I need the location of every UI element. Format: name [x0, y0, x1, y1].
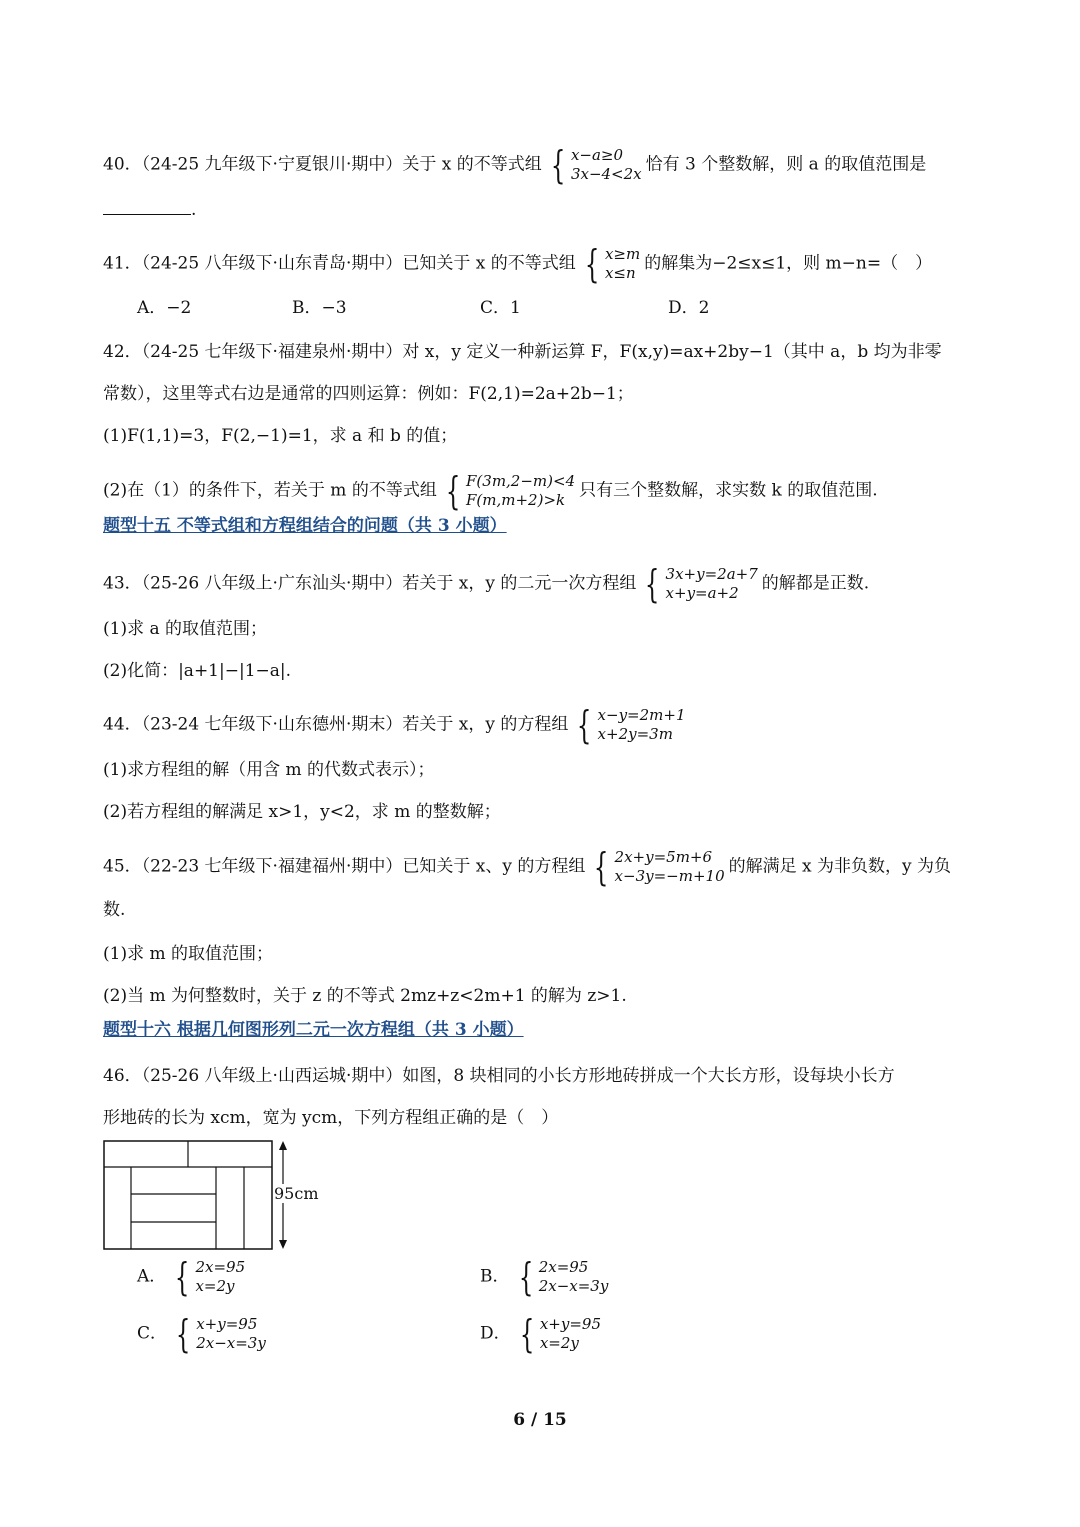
sys-row: 2x=95	[538, 1258, 589, 1276]
q42-line-2: 常数），这里等式右边是通常的四则运算：例如：F(2,1)=2a+2b−1；	[103, 384, 634, 404]
q41-sys-row-1: x≥m	[604, 245, 641, 263]
q44-line-1a: 44．（23-24 七年级下·山东德州·期末）若关于 x，y 的方程组	[103, 714, 569, 735]
q42-line-4	[103, 469, 878, 513]
q44-line-3: (2)若方程组的解满足 x>1，y<2，求 m 的整数解；	[103, 802, 501, 822]
q42-sys-row-2: F(m,m+2)>k	[466, 491, 566, 509]
q40-period: .	[191, 200, 197, 220]
brace: {	[519, 1312, 534, 1356]
q40-sys-row-1: x−a≥0	[570, 146, 624, 164]
q42-line-4b: 只有三个整数解，求实数 k 的取值范围.	[579, 480, 878, 501]
q41-line	[103, 242, 933, 286]
option-label: A．	[137, 1266, 167, 1287]
tile-figure	[103, 1140, 343, 1256]
brace: {	[584, 242, 600, 286]
q45-line-1a: 45．（22-23 七年级下·福建福州·期中）已知关于 x、y 的方程组	[103, 856, 586, 877]
q43-line-2: (1)求 a 的取值范围；	[103, 619, 268, 639]
q40-sys-row-2: 3x−4<2x	[570, 165, 642, 183]
q43-line-1a: 43．（25-26 八年级上·广东汕头·期中）若关于 x，y 的二元一次方程组	[103, 573, 637, 594]
option-c-system	[171, 1312, 266, 1356]
option-a-system	[170, 1255, 246, 1299]
q40-text-b: 恰有 3 个整数解，则 a 的取值范围是	[645, 154, 927, 175]
q41-text-a: 41．（24-25 八年级下·山东青岛·期中）已知关于 x 的不等式组	[103, 253, 576, 274]
option-d-system	[515, 1312, 601, 1356]
q40-system	[546, 143, 642, 187]
q45-line-4: (2)当 m 为何整数时，关于 z 的不等式 2mz+z<2m+1 的解为 z>1.	[103, 986, 627, 1006]
q41-sys-row-2: x≤n	[604, 264, 636, 282]
q41-option-d: D．2	[668, 298, 710, 318]
brace: {	[175, 1312, 191, 1356]
q41-option-b: B．−3	[292, 298, 347, 318]
q42-line-3: (1)F(1,1)=3，F(2,−1)=1，求 a 和 b 的值；	[103, 426, 458, 446]
q43-sys-row-1: 3x+y=2a+7	[665, 565, 758, 583]
q41-option-a: A．−2	[137, 298, 192, 318]
brace: {	[645, 562, 660, 606]
sys-row: x=2y	[195, 1277, 235, 1295]
option-label: C．	[137, 1323, 168, 1344]
option-label: D．	[480, 1323, 511, 1344]
q44-line-1	[103, 703, 690, 747]
q41-text-b: 的解集为−2≤x≤1，则 m−n=（ ）	[644, 253, 933, 274]
brace: {	[445, 469, 461, 513]
q40-line	[103, 143, 927, 187]
dimension-label: 95cm	[274, 1184, 319, 1203]
q46-option-b	[480, 1255, 612, 1299]
q46-line-2: 形地砖的长为 xcm，宽为 ycm，下列方程组正确的是（ ）	[103, 1108, 559, 1128]
arrow-down-icon	[279, 1240, 287, 1249]
q44-line-2: (1)求方程组的解（用含 m 的代数式表示）；	[103, 760, 435, 780]
q42-sys-row-1: F(3m,2−m)<4	[466, 472, 576, 490]
sys-row: x=2y	[539, 1334, 579, 1352]
q42-line-4a: (2)在（1）的条件下，若关于 m 的不等式组	[103, 480, 437, 501]
q41-option-c: C．1	[480, 298, 521, 318]
q43-line-1	[103, 562, 870, 606]
q45-line-1	[103, 845, 952, 889]
q40-answer-line	[103, 198, 196, 222]
q46-option-a	[137, 1255, 249, 1299]
sys-row: 2x=95	[195, 1258, 246, 1276]
q43-line-3: (2)化简：|a+1|−|1−a|.	[103, 661, 292, 681]
section-heading-15: 题型十五 不等式组和方程组结合的问题（共 3 小题）	[103, 516, 507, 536]
q46-line-1: 46．（25-26 八年级上·山西运城·期中）如图，8 块相同的小长方形地砖拼成一个大长方形，设每块小长方	[103, 1066, 895, 1086]
q44-system	[572, 703, 686, 747]
q41-system	[580, 242, 641, 286]
sys-row: x+y=95	[196, 1315, 258, 1333]
page-number: 6 / 15	[513, 1410, 567, 1430]
section-heading-16: 题型十六 根据几何图形列二元一次方程组（共 3 小题）	[103, 1020, 524, 1040]
brace: {	[550, 143, 566, 187]
q45-line-3: (1)求 m 的取值范围；	[103, 944, 274, 964]
arrow-up-icon	[279, 1141, 287, 1150]
q44-sys-row-2: x+2y=3m	[597, 725, 673, 743]
q43-line-1b: 的解都是正数.	[761, 573, 870, 594]
sys-row: 2x−x=3y	[196, 1334, 266, 1352]
answer-blank	[103, 200, 191, 215]
q46-option-c	[137, 1312, 270, 1356]
q42-system	[441, 469, 576, 513]
brace: {	[175, 1255, 190, 1299]
q40-text-a: 40．（24-25 九年级下·宁夏银川·期中）关于 x 的不等式组	[103, 154, 542, 175]
q46-option-d	[480, 1312, 605, 1356]
option-b-system	[514, 1255, 609, 1299]
brace: {	[518, 1255, 533, 1299]
q45-line-1b: 的解满足 x 为非负数，y 为负	[728, 856, 952, 877]
brace: {	[577, 703, 592, 747]
q45-line-2: 数.	[103, 900, 126, 920]
q45-system	[589, 845, 725, 889]
q45-sys-row-1: 2x+y=5m+6	[614, 848, 713, 866]
q45-sys-row-2: x−3y=−m+10	[614, 867, 725, 885]
q43-sys-row-2: x+y=a+2	[665, 584, 739, 602]
q44-sys-row-1: x−y=2m+1	[597, 706, 686, 724]
sys-row: x+y=95	[539, 1315, 601, 1333]
q42-line-1: 42．（24-25 七年级下·福建泉州·期中）对 x，y 定义一种新运算 F，F(x,y)=ax+2by−1（其中 a，b 均为非零	[103, 342, 942, 362]
sys-row: 2x−x=3y	[538, 1277, 609, 1295]
brace: {	[594, 845, 609, 889]
q43-system	[640, 562, 758, 606]
option-label: B．	[480, 1266, 510, 1287]
